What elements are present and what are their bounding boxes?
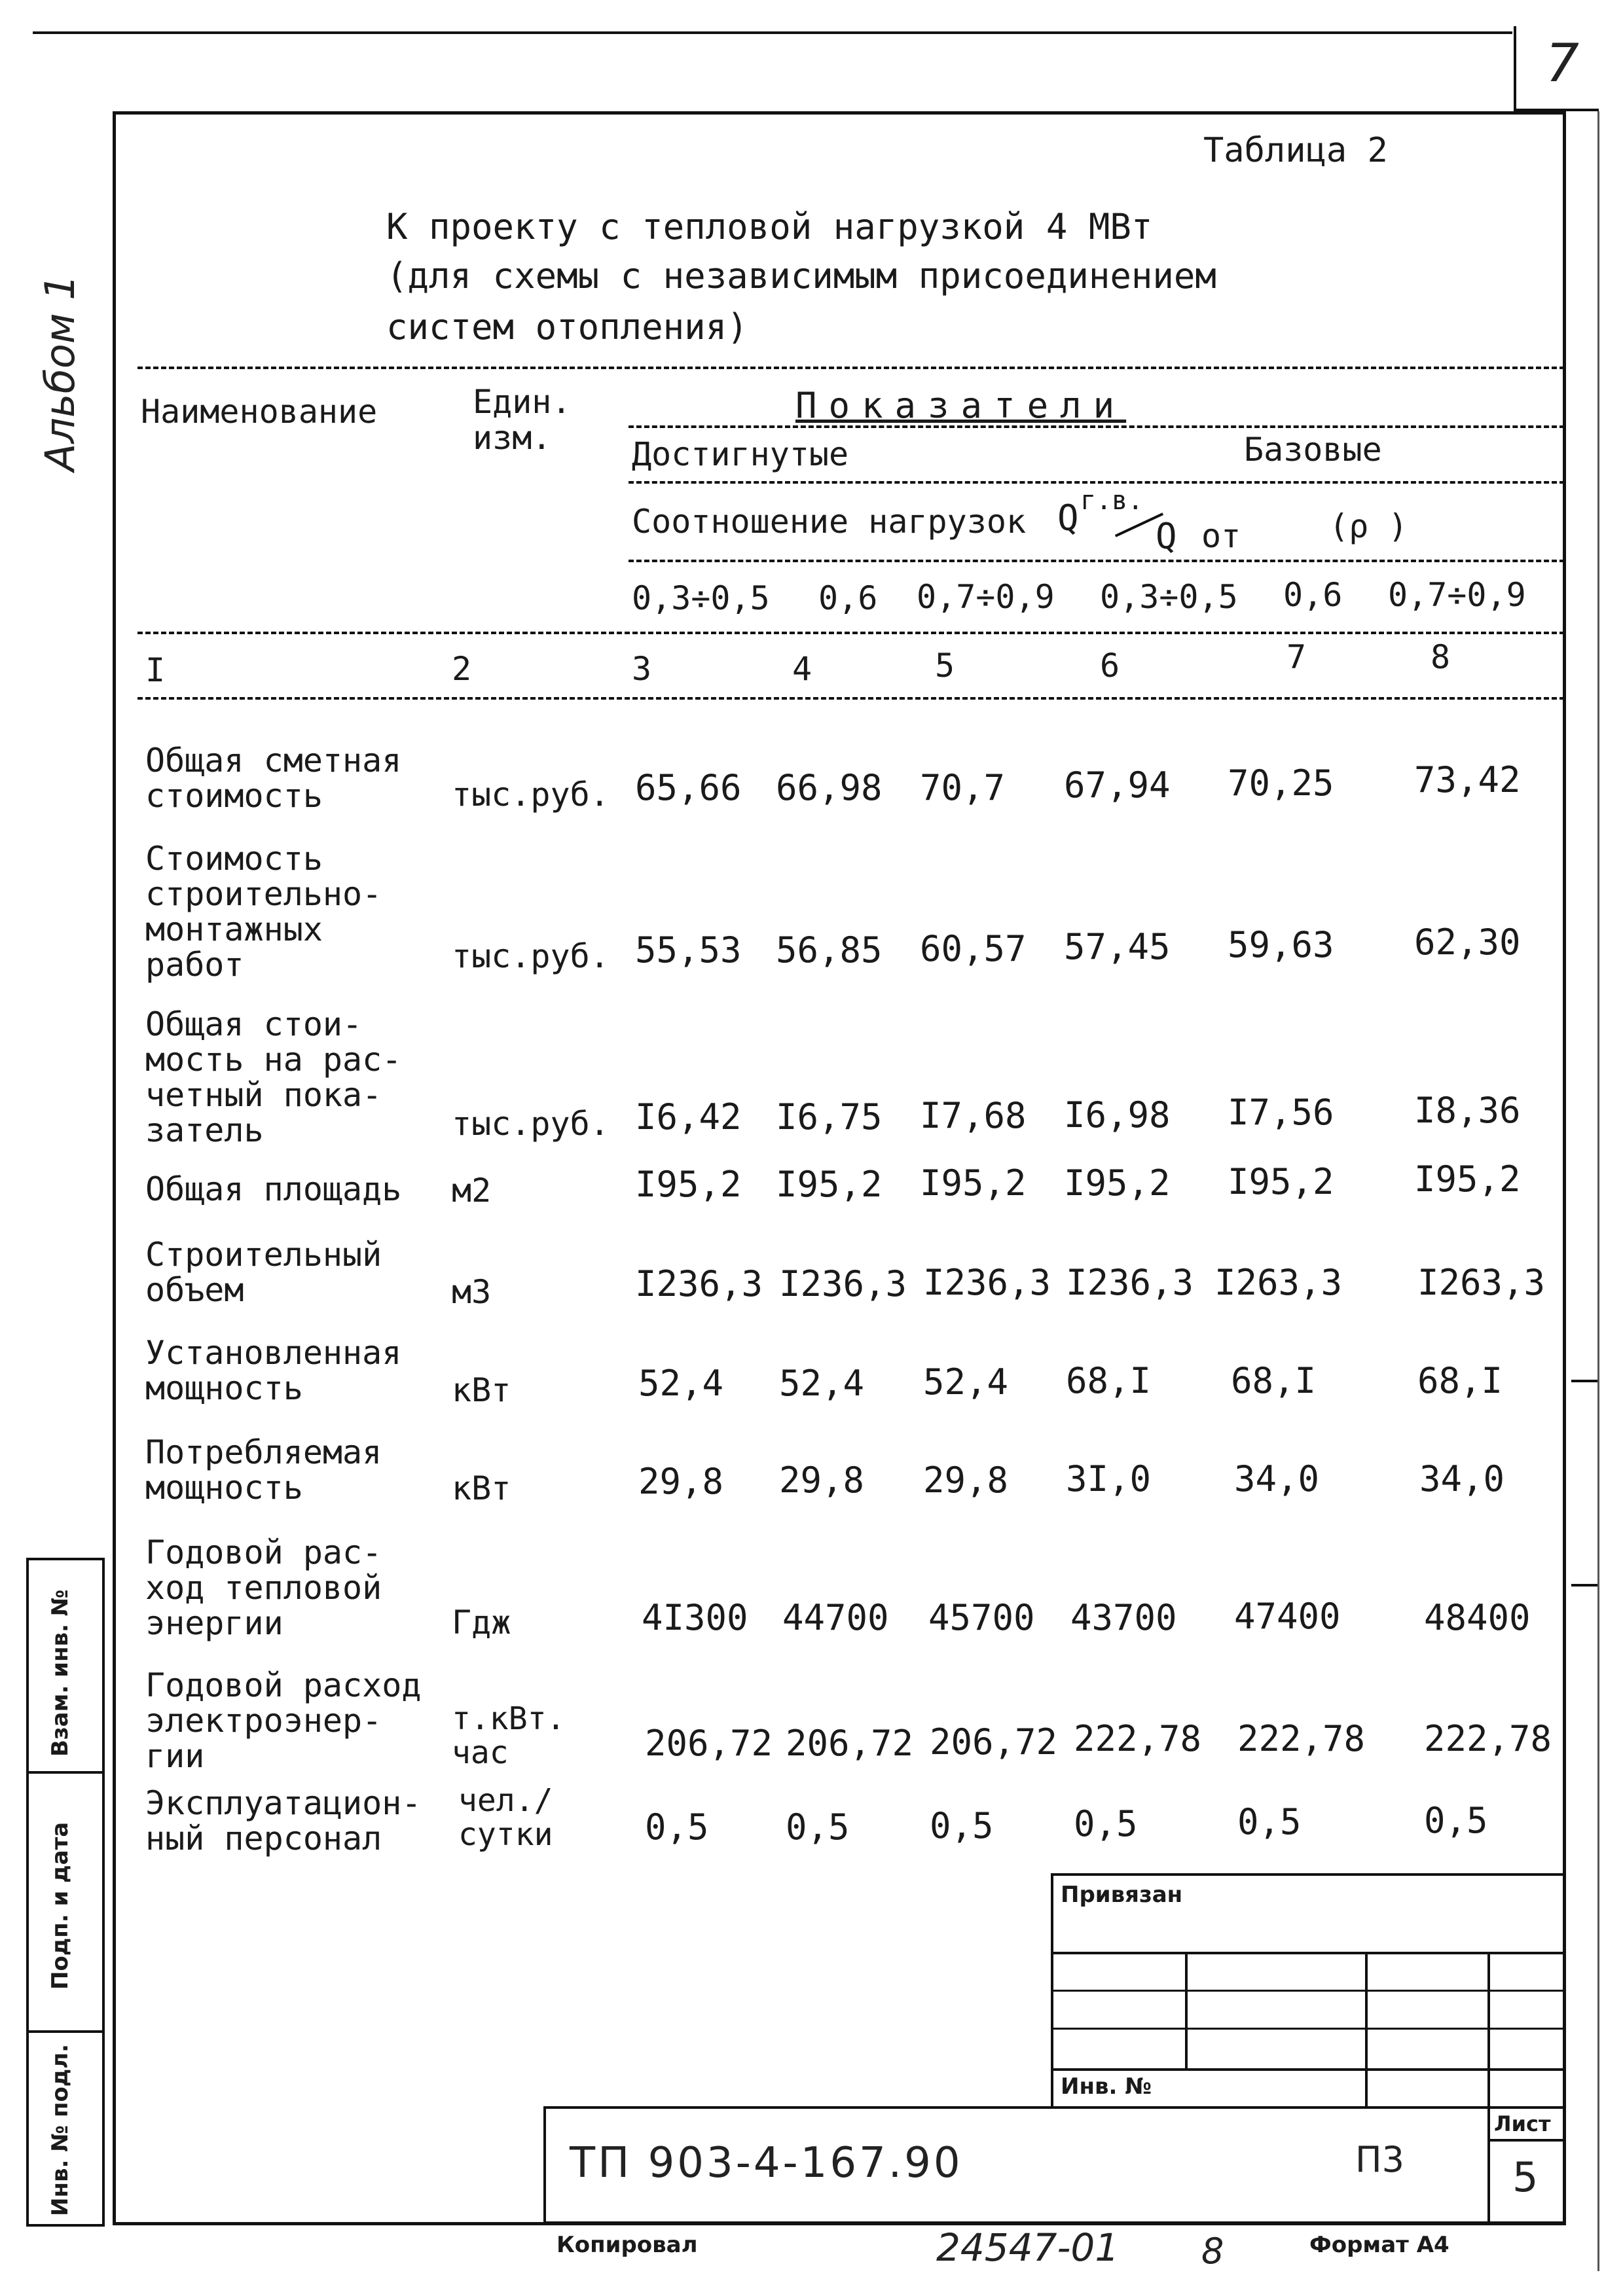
row-value: I95,2 [1064,1162,1171,1204]
row-value: 52,4 [638,1363,724,1404]
row-name: Общая сметная стоимость [145,742,402,815]
heading-line-2: (для схемы с независимым присоединением [386,255,1216,296]
header-ratio-sup: г.в. [1080,486,1144,516]
row-value: I6,42 [635,1096,742,1138]
row-name: Годовой расход электроэнер- гии [145,1666,422,1775]
side-stamp-inv-podl [26,2030,105,2227]
range-col-5: 0,7÷0,9 [917,578,1055,616]
sheet-vline [1487,2106,1490,2224]
row-name: Установленная мощность [145,1334,402,1407]
header-ranges-line [137,632,1565,634]
header-unit-line-1: Един. [473,383,572,421]
row-value: I7,56 [1228,1092,1334,1133]
col-number-4: 4 [792,650,812,688]
range-col-6: 0,3÷0,5 [1100,578,1238,616]
header-ratio-line [629,560,1565,562]
row-value: I7,68 [920,1095,1027,1136]
header-name: Наименование [141,393,378,431]
row-value: 57,45 [1064,926,1171,967]
row-value: 59,63 [1228,924,1334,965]
row-value: I6,98 [1064,1094,1171,1136]
row-value: 65,66 [635,767,742,808]
row-unit: м2 [452,1172,492,1210]
privyazan-vline-1 [1185,1952,1188,2070]
page-number: 7 [1546,33,1579,94]
row-value: 68,I [1231,1360,1317,1401]
header-ratio-prefix: Соотношение нагрузок [632,503,1027,541]
row-value: I95,2 [1414,1158,1521,1200]
row-value: 29,8 [638,1461,724,1502]
heading-line-1: К проекту с тепловой нагрузкой 4 МВт [386,206,1153,247]
row-value: I95,2 [635,1164,742,1205]
row-unit: кВт [452,1469,511,1507]
row-value: 29,8 [923,1460,1009,1501]
col-number-7: 7 [1286,638,1307,676]
row-value: 206,72 [645,1723,773,1764]
margin-tick-2 [1571,1584,1597,1587]
row-value: I263,3 [1214,1262,1343,1303]
row-value: 52,4 [779,1363,865,1404]
header-ratio-rho: (ρ ) [1329,507,1408,545]
kopiroval-label: Копировал [556,2232,698,2258]
row-value: 55,53 [635,929,742,971]
row-value: I236,3 [779,1263,907,1304]
row-value: 48400 [1424,1597,1531,1638]
header-top-line [137,367,1565,369]
row-value: 67,94 [1064,764,1171,806]
row-unit: м3 [452,1273,492,1311]
col-number-8: 8 [1431,638,1451,676]
row-value: I95,2 [776,1164,883,1205]
side-stamp-vzam-inv-label: Взам. инв. № [47,1589,73,1757]
row-value: 222,78 [1424,1718,1552,1759]
sheet-hline [1487,2139,1566,2142]
row-value: 206,72 [786,1723,914,1764]
row-value: 73,42 [1414,759,1521,800]
header-numbers-line [137,697,1565,700]
heading-line-3: систем отопления) [386,306,748,348]
col-number-6: 6 [1100,647,1120,685]
row-unit: Гдж [452,1604,511,1641]
format-label: Формат А4 [1309,2232,1450,2258]
range-col-7: 0,6 [1283,576,1343,614]
row-value: 60,57 [920,928,1027,969]
row-value: 0,5 [786,1806,850,1848]
row-name: Годовой рас- ход тепловой энергии [145,1534,382,1642]
row-name: Строительный объем [145,1236,382,1309]
header-ratio-num: Q [1057,497,1079,539]
header-achieved: Достигнутые [632,435,849,473]
table-title: Таблица 2 [1203,131,1388,170]
sheet-label: Лист [1494,2111,1551,2136]
doc-code: ТП 903-4-167.90 [570,2139,963,2187]
header-ratio-from: от [1201,517,1241,555]
row-value: 47400 [1234,1596,1341,1637]
row-unit: т.кВт. час [452,1700,566,1771]
row-value: 70,25 [1228,762,1334,804]
row-value: 0,5 [930,1805,994,1846]
right-edge-line [1597,111,1599,2271]
side-stamp-vzam-inv [26,1558,105,1774]
row-unit: тыс.руб. [452,776,610,814]
row-unit: кВт [452,1371,511,1409]
row-value: 43700 [1070,1597,1177,1638]
side-stamp-podp-data [26,1771,105,2033]
order-number: 24547-01 [936,2225,1120,2270]
page-number-box [1514,26,1599,111]
row-value: 0,5 [1424,1800,1488,1841]
row-value: 4I300 [642,1597,748,1638]
row-value: 0,5 [1074,1803,1138,1844]
row-value: 0,5 [1237,1801,1302,1842]
row-value: 222,78 [1074,1718,1202,1759]
row-value: I6,75 [776,1096,883,1138]
row-value: I95,2 [1228,1161,1334,1202]
row-value: 0,5 [645,1806,709,1848]
row-name: Эксплуатацион- ный персонал [145,1784,422,1857]
header-achieved-line [629,481,1565,484]
row-value: 3I,0 [1066,1458,1152,1499]
row-value: 44700 [782,1597,889,1638]
header-indicators: Показатели [795,385,1127,426]
row-value: 70,7 [920,767,1006,808]
row-unit: тыс.руб. [452,1105,610,1143]
privyazan-vline-2 [1365,1952,1368,2109]
col-number-5: 5 [935,647,955,685]
col-number-2: 2 [452,650,472,688]
margin-tick-1 [1571,1380,1597,1382]
row-value: I236,3 [1066,1262,1194,1303]
album-label: Альбом 1 [36,274,84,471]
side-stamp-inv-podl-label: Инв. № подл. [47,2043,73,2216]
row-value: 68,I [1066,1360,1152,1401]
row-value: 222,78 [1237,1718,1366,1759]
top-edge-line [33,31,1512,34]
row-value: 34,0 [1234,1458,1320,1499]
row-value: 206,72 [930,1721,1058,1763]
header-unit-line-2: изм. [473,419,552,457]
header-ratio-den: Q [1156,516,1177,557]
row-value: 52,4 [923,1361,1009,1403]
row-value: 56,85 [776,929,883,971]
header-base: Базовые [1244,431,1382,469]
row-value: 68,I [1417,1360,1503,1401]
col-number-1: I [145,651,166,689]
row-value: I8,36 [1414,1090,1521,1131]
order-suffix: 8 [1201,2231,1224,2272]
row-value: 62,30 [1414,922,1521,963]
range-col-3: 0,3÷0,5 [632,579,770,617]
row-value: I236,3 [635,1263,763,1304]
row-unit: тыс.руб. [452,937,610,975]
privyazan-vline-3 [1487,1952,1490,2109]
privyazan-label: Привязан [1061,1882,1183,1908]
row-value: 34,0 [1419,1458,1505,1499]
sheet-number: 5 [1512,2153,1539,2201]
row-name: Общая площадь [145,1170,402,1208]
row-value: I236,3 [923,1262,1051,1303]
row-name: Общая стои- мость на рас- четный пока- затель [145,1005,402,1149]
col-number-3: 3 [632,650,652,688]
row-value: I95,2 [920,1162,1027,1204]
range-col-8: 0,7÷0,9 [1388,576,1526,614]
inv-no-label: Инв. № [1061,2073,1152,2100]
row-name: Стоимость строительно- монтажных работ [145,840,382,984]
side-stamp-podp-data-label: Подп. и дата [47,1821,73,1990]
section-code: П3 [1355,2139,1404,2180]
range-col-4: 0,6 [818,579,878,617]
row-name: Потребляемая мощность [145,1433,382,1507]
row-unit: чел./ сутки [458,1782,553,1853]
row-value: 29,8 [779,1460,865,1501]
row-value: I263,3 [1417,1262,1546,1303]
row-value: 66,98 [776,767,883,808]
row-value: 45700 [928,1597,1035,1638]
